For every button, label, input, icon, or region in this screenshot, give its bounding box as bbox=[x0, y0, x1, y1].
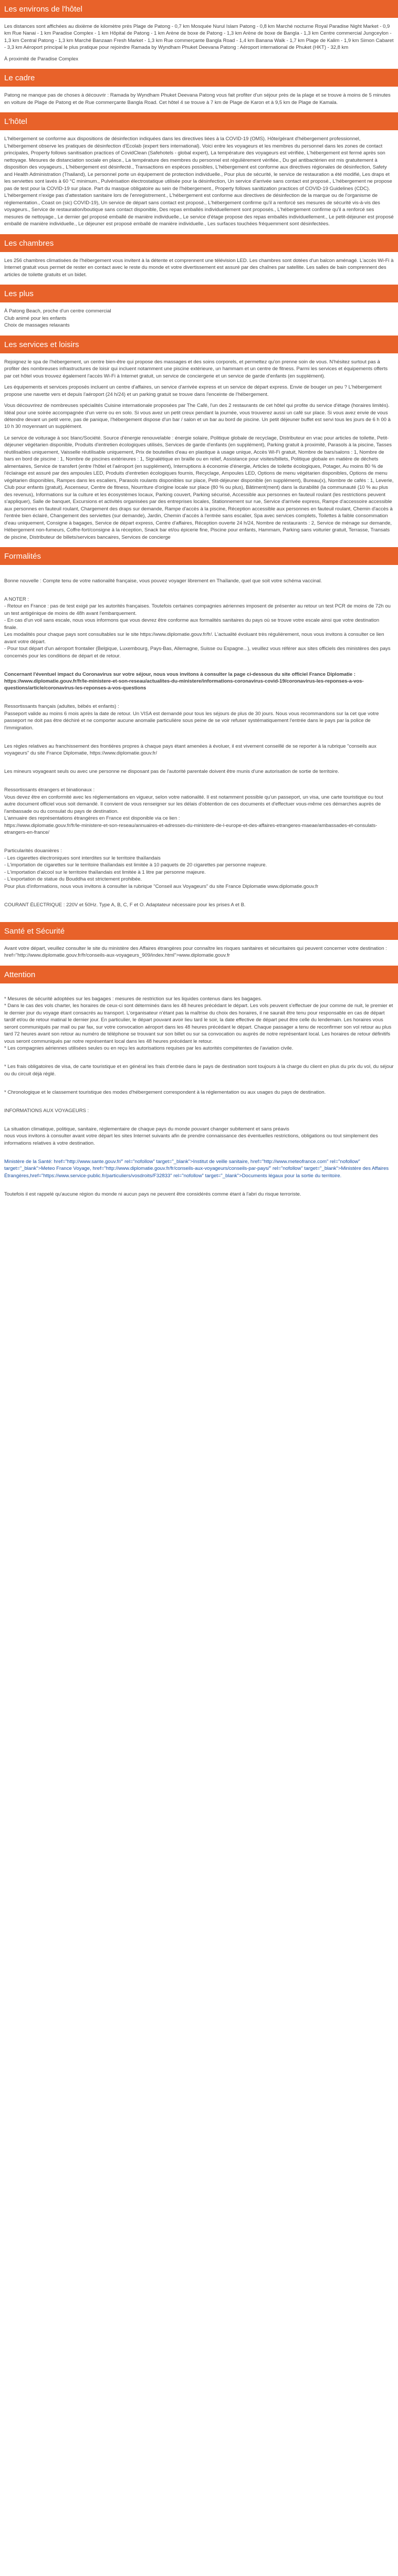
hotel-info-page bbox=[0, 0, 398, 1211]
section-body-attention bbox=[0, 983, 398, 1211]
paragraph: À proximité de Paradise Complex bbox=[4, 56, 78, 62]
paragraph: A NOTER : - Retour en France : pas de test exigé par les autorités françaises. Toutefois certaines compagnies aériennes imposent de présenter au retour un test PCR de moins de 72h ou un test antigénique de moins de 48h avant l'embarquement. - En cas d'un voil sans escale, nous vous informons que vous devrez être conforme aux formalités sanitaires du pays où se trouve votre escale ainsi que votre destination finale. Les modalités pour chaque pays sont consultables sur le site https://www.diplomatie.gouv.fr/fr/. L'actualité évoluant très régulièrement, nous vous invitons à consulter ce lien avant votre départ. - Pour tout départ d'un aéroport frontalier (Belgique, Luxembourg, Pays-Bas, Allemagne, Suisse ou Espagne...), veuillez vous référer aux sites officiels des ministères des pays concernés pour les conditions de départ et de retour. bbox=[4, 596, 391, 659]
section-body-formalites bbox=[0, 565, 398, 922]
paragraph: * Mesures de sécurité adoptées sur les bagages : mesures de restriction sur les liquides contenus dans les bagages. * Dans le cas des vols charter, les horaires de ceux-ci sont déterminés dans les 48 heures précédant le départ. Les vols peuvent s'effectuer de jour comme de nuit, le premier et le dernier jour du voyage étant consacrés au transport. L'organisateur n'étant pas la maîtrise du choix des horaires, il ne saurait être tenu pour responsable en cas de départ tardif et/ou de retour matinal le dernier jour. En particulier, le départ pouvant avoir lieu tard le soir, la date effective de départ peut être celle du lendemain. Les horaires vous seront communiqués par mail ou par fax, sur votre convocation aéroport dans les 48 heures précédant le départ. Chaque passager a tenu de reconfirmer son vol retour au plus tard 72 heures avant son retour au numéro de téléphone se trouvant sur son billet ou sur sa convocation ou auprès de notre représentant local. Les horaires de retour définitifs vous seront communiqués par notre représentant local dans les 48 heures précédant le retour. * Les compagnies aériennes utilisées seules ou en reçu les autorisations requises par les autorités compétentes de l'aviation civile. bbox=[4, 996, 393, 1052]
section-formalites bbox=[0, 547, 398, 922]
paragraph: Les distances sont affichées au dixième de kilomètre près Plage de Patong - 0,7 km Mosquée Nurul Islam Patong - 0,8 km Marché nocturne Royal Paradise Night Market - 0,9 km Rue Nanai - 1 km Paradise Complex - 1 km Hôpital de Patong - 1 km Arène de boxe de Patong - 1,3 km Arène de boxe de Bangla - 1,3 km Centre commercial Jungceylon - 1,3 km Central Patong - 1,3 km Marché Banzaan Fresh Market - 1,3 km Rue commerçante Bangla Road - 1,4 km Banana Walk - 1,7 km Plage de Kalim - 1,9 km Simon Cabaret - 3,3 km Aéroport principal le plus pratique pour rejoindre Ramada by Wyndham Phuket Deevana Patong : Aéroport international de Phuket (HKT) - 32,8 km bbox=[4, 24, 394, 51]
paragraph: Ressortissants étrangers et binationaux : Vous devez être en conformité avec les réglementations en vigueur, selon votre nationalité. Il est notamment possible qu'un passeport, un visa, une carte touristique ou tout autre document officiel vous soit demandé. Il convient de vous renseigner sur les délais d'obtention de ces documents et d'effectuer vous-même ces démarches auprès de l'ambassade ou du consulat du pays de destination. L'annuaire des représentations étrangères en France est disponible via ce lien : https://www.diplomatie.gouv.fr/fr/le-ministere-et-son-reseau/annuaires-et-adresses-du-ministere-de-l-europe-et-des-affaires-etrangeres-maeae/ambassades-et-consulats-etrangers-en-france/ bbox=[4, 787, 383, 836]
paragraph-links[interactable]: Ministère de la Santé: href="http://www.sante.gouv.fr/" rel="nofollow" target="_blank">Institut de veille sanitaire, href="http://www.meteofrance.com" rel="nofollow" target="_blank">Meteo France Voyage, href="http://www.diplomatie.gouv.fr/fr/conseils-aux-voyageurs/conseils-par-pays/" rel="nofollow" target="_blank">Ministère des Affaires Étrangères,href="https://www.service-public.fr/particuliers/vosdroits/F32833" rel="nofollow" target="_blank">Documents légaux pour la sortie du territoire. bbox=[4, 1158, 389, 1179]
section-attention bbox=[0, 966, 398, 1211]
section-title-hotel: L'hôtel bbox=[0, 112, 398, 130]
paragraph: * Chronologique et le classement touristique des modes d'hébergement correspondent à la réglementation ou aux usages du pays de destination. bbox=[4, 1089, 326, 1095]
paragraph: L'hébergement se conforme aux dispositions de désinfection indiquées dans les directives liées à la COVID-19 (OMS). Hôte/gérant d'hébergement professionnel, L'hébergement observe les pratiques de désinfection d'Ecolab (expert tiers international). Voici entre les voyageurs et les membres du personnel dans les zones de contact principales, Property follows sanitisation practices of CovidClean (Safehotels - global expert), La température des voyageurs est vérifiée, L'hébergement est fermé après son nettoyage. Mesures de distanciation sociale en place., La température des membres du personnel est régulièrement vérifiée., Du gel antibactérien est mis gratuitement à disposition des voyageurs., L'hébergement est désinfecté., Transactions en espèces possibles, L'hébergement est conforme aux directives régionales de désinfection, Safety and Health Administration (Thailand), Le personnel porte un équipement de protection individuelle., Pour plus de sécurité, le service de restauration a été modifié, Les draps et les serviettes sont lavés à 60 °C minimum., Pulvérisation électrostatique utilisée pour la désinfection, Un service d'arrivée sans contact est proposé., L'hébergement ne propose pas de test pour la COVID-19 sur place. Part du masque obligatoire au sein de l'hébergement., Property follows sanitization practices of COVID-19 Guidelines (CDC). L'hébergement n'exige pas d'attestation sanitaire lors de l'enregistrement., L'hébergement est conforme aux directives de désinfection de la marque ou de l'organisme de réglementation., Coast on (sic) COVID-19), Un service de départ sans contact est proposé., L'hébergement confirme qu'il a renforcé ses mesures de sécurité vis-à-vis des voyageurs., Service de restauration/boutique sans contact disponible, Des repas emballés individuellement sont proposés., L'hébergement confirme qu'il a renforcé ses mesures de nettoyage., Le dernier gel proposé emballé de manière individuelle., Le service d'étage propose des repas emballés individuellement., Le petit-déjeuner est proposé emballé de manière individuelle., Le déjeuner est proposé emballé de manière individuelle., Les surfaces touchées fréquemment sont désinfectées. bbox=[4, 136, 394, 227]
section-title-plus: Les plus bbox=[0, 285, 398, 302]
section-body-hotel bbox=[0, 130, 398, 234]
section-services bbox=[0, 336, 398, 548]
paragraph: À Patong Beach, proche d'un centre commercial Club animé pour les enfants Choix de massages relaxants bbox=[4, 308, 111, 329]
paragraph: Le service de voiturage à soc blanc/Société. Source d'énergie renouvelable : énergie solaire, Politique globale de recyclage, Distributeur en vrac pour articles de toilette, Petit-déjeuner végétarien disponible, Produits d'entretien écologiques utilisés, Services de garde d'enfants (en supplément), Parking gratuit à proximité, Parasols à la piscine, Tasses réutilisables uniquement, Vaisselle réutilisable uniquement, Prix de bouteilles d'eau en plastique à usage unique, Accès Wi-Fi gratuit, Nombre de bars/salons : 1, Nombre de bars en bord de piscine : 1, Nombre de piscines extérieures : 1, Signalétique en braille ou en relief, Assistance pour visites/billets, Politique globale en matière de déchets alimentaires, Service de transfert (entre l'hôtel et l'aéroport (en supplément), Interruptions à économie d'énergie, Articles de toilette écologiques, Potager, Au moins 80 % de l'éclairage est assuré par des ampoules LED, Produits d'entretien écologiques fournis, Recyclage, Ampoules LED, Options de menu végétarien disponibles, Options de menu végétarien disponibles, Rampes dans les escaliers, Parasols roulants disponibles sur place, Petit-déjeuner disponible (en supplément), Bureau(x), Nombre de cafés : 1, Leverie, Club pour enfants (gratuit), Ascenseur, Centre de fitness, Nourriture d'origine locale sur place (80 % ou plus), Bâtiment(ment) dans la durabilité (la communauté (10 % au plus des revenus), Informations sur la culture et les écosystèmes locaux, Parking couvert, Parking sécurisé, Accessible aux personnes en fauteuil roulant (les restrictions peuvent s'appliquer), Salle de banquet, Excursions et activités organisées par des entreprises locales, Stationnement sur rue, Service d'arrivée express, Rampe d'accessoire accessible aux personnes en fauteuil roulant, Chargement des draps sur demande, Rampe d'accès à la piscine, Réception accessible aux personnes en fauteuil roulant, Chemin d'accès à l'entrée bien éclairé, Changement des serviettes (sur demande), Jardin, Chemin d'accès à l'entrée sans escalier, Spa avec services complets, Toilettes à faible consommation d'eau uniquement, Consigne à bagages, Service de départ express, Centre d'affaires, Réception ouverte 24 h/24, Nombre de restaurants : 2, Service de ménage sur demande, Hébergement non-fumeurs, Coffre-fort/consigne à la réception, Snack bar et/ou épicerie fine, Piscine pour enfants, Hammam, Parking sans voiturier gratuit, Terrasse, Transats de piscine, Distributeur de billets/services bancaires, Services de concierge bbox=[4, 435, 394, 540]
paragraph: COURANT ÉLECTRIQUE : 220V et 50Hz. Type A, B, C, F et O. Adaptateur nécessaire pour les prises A et B. bbox=[4, 902, 246, 908]
paragraph: Les équipements et services proposés incluent un centre d'affaires, un service d'arrivée express et un service de départ express. Envie de bouger un peu ? L'hébergement propose une navette vers et depuis l'aéroport (24 h/24) et un parking gratuit se trouve dans l'enceinte de l'hébergement. bbox=[4, 384, 382, 397]
section-hotel bbox=[0, 112, 398, 234]
section-plus bbox=[0, 285, 398, 335]
section-body-plus bbox=[0, 302, 398, 335]
paragraph: INFORMATIONS AUX VOYAGEURS : bbox=[4, 1107, 89, 1114]
paragraph: * Les frais obligatoires de visa, de carte touristique et en général les frais d'entrée dans le pays de destination sont toujours à la charge du client en plus du prix du vol, du séjour ou du circuit déjà réglé. bbox=[4, 1064, 394, 1077]
paragraph: Toutefois il est rappelé qu'aucune région du monde ni aucun pays ne peuvent être considérés comme étant à l'abri du risque terroriste. bbox=[4, 1191, 301, 1197]
section-environs bbox=[0, 0, 398, 69]
paragraph: Vous découvrirez de nombreuses spécialités Cuisine internationale proposées par The Café, l'un des 2 restaurants de cet hôtel qui profite du service d'étage (horaires limités). Idéal pour une soirée accompagnée d'un verre ou en solo. Si vous avez un petit creux pendant la journée, vous trouverez aussi un café sur place. Si vous avez envie de vous détendre devant un petit verre, pas de panique, l'hébergement dispose d'un bar / salon et un bar au bord de piscine. Un petit déjeuner buffet est servi tous les jours de 6 h 00 à 10 h 30 moyennant un supplément. bbox=[4, 403, 391, 430]
section-title-sante: Santé et Sécurité bbox=[0, 922, 398, 940]
section-body-chambres bbox=[0, 252, 398, 285]
section-title-chambres: Les chambres bbox=[0, 234, 398, 252]
section-cadre bbox=[0, 69, 398, 112]
paragraph: Ressortissants français (adultes, bébés et enfants) : Passeport valide au moins 6 mois après la date de retour. Un VISA est demandé pour tous les séjours de plus de 30 jours. Nous vous recommandons sur la cet que votre passeport ne doit pas être déchiré et ne comporter aucune anomalie particulière sous peine de se voir refuser systématiquement l'entrée dans le pays par la police de l'immigration. bbox=[4, 704, 379, 731]
section-body-sante bbox=[0, 940, 398, 966]
paragraph: Rejoignez le spa de l'hébergement, un centre bien-être qui propose des massages et des soins corporels, et permettez qu'on prenne soin de vous. N'hésitez surtout pas à profiter des nombreuses infrastructures de loisir qui incluent notamment une piscine extérieure, un hammam et un centre de fitness. Parmi les services et équipements offerts par cet hôtel vous trouvez également l'accès Wi-Fi à Internet gratuit, un service de conciergerie et un service de garde d'enfants (en supplément). bbox=[4, 359, 388, 379]
section-title-services: Les services et loisirs bbox=[0, 336, 398, 353]
section-body-environs bbox=[0, 18, 398, 69]
paragraph-covid-notice: Concernant l'éventuel impact du Coronavirus sur votre séjour, nous vous invitons à consulter la page ci-dessous du site officiel France Diplomatie : https://www.diplomatie.gouv.fr/fr/le-ministere-et-son-reseau/actualites-du-ministere/informations-coronavirus-covid-19/coronavirus-les-reponses-a-vos-questions/article/coronavirus-les-reponses-a-vos-questions bbox=[4, 671, 364, 692]
section-title-formalites: Formalités bbox=[0, 547, 398, 565]
paragraph: Les mineurs voyageant seuls ou avec une personne ne disposant pas de l'autorité parentale doivent être munis d'une autorisation de sortie de territoire. bbox=[4, 769, 339, 775]
section-sante bbox=[0, 922, 398, 966]
paragraph: Avant votre départ, veuillez consulter le site du ministère des Affaires étrangères pour connaître les risques sanitaires et sécuritaires qui peuvent concerner votre destination : href="http://www.diplomatie.gouv.fr/fr/conseils-aux-voyageurs_909/index.html">www.diplomatie.gouv.fr bbox=[4, 945, 387, 959]
paragraph: Bonne nouvelle : Compte tenu de votre nationalité française, vous pouvez voyager librement en Thaïlande, quel que soit votre schéma vaccinal. bbox=[4, 578, 322, 584]
section-title-environs: Les environs de l'hôtel bbox=[0, 0, 398, 18]
paragraph: La situation climatique, politique, sanitaire, réglementaire de chaque pays du monde pouvant changer subitement et sans préavis nous vous invitons à consulter avant votre départ les sites Internet suivants afin de prendre connaissance des éventuelles restrictions, obligations ou tout simplement des informations relatives à votre destination. bbox=[4, 1126, 378, 1146]
paragraph: Patong ne manque pas de choses à découvrir : Ramada by Wyndham Phuket Deevana Patong vous fait profiter d'un séjour près de la plage et se trouve à moins de 5 minutes en voiture de Plage de Patong et de Rue commerçante Bangla Road. Cet hôtel 4 se trouve à 7 km de Plage de Karon et à 9,5 km de Plage de Kamala. bbox=[4, 92, 391, 106]
section-title-cadre: Le cadre bbox=[0, 69, 398, 87]
paragraph: Les règles relatives au franchissement des frontières propres à chaque pays étant amenées à évoluer, il est vivement conseillé de se reporter à la rubrique "conseils aux voyageurs" du site France Diplomatie, https://www.diplomatie.gouv.fr/ bbox=[4, 743, 376, 757]
paragraph: Particularités douanières : - Les cigarettes électroniques sont interdites sur le territoire thaïlandais - L'importation de cigarettes sur le territoire thaïlandais est limitée à 10 paquets de 20 cigarettes par personne majeure. - L'importation d'alcool sur le territoire thaïlandais est limitée à 1 litre par personne majeure. - L'exportation de statue du Bouddha est strictement prohibée. Pour plus d'informations, nous vous invitons à consulter la rubrique "Conseil aux Voyageurs" du site France Diplomatie www.diplomatie.gouv.fr bbox=[4, 848, 319, 889]
section-body-cadre bbox=[0, 87, 398, 112]
paragraph: Les 256 chambres climatisées de l'hébergement vous invitent à la détente et comprennent une télévision LED. Les chambres sont dotées d'un balcon aménagé. L'accès Wi-Fi à Internet gratuit vous permet de rester en contact avec le reste du monde et votre divertissement est assuré par des chaînes par satellite. Les salles de bain comprennent des articles de toilette gratuits et un bidet. bbox=[4, 257, 394, 278]
section-title-attention: Attention bbox=[0, 966, 398, 983]
section-chambres bbox=[0, 234, 398, 285]
section-body-services bbox=[0, 353, 398, 548]
